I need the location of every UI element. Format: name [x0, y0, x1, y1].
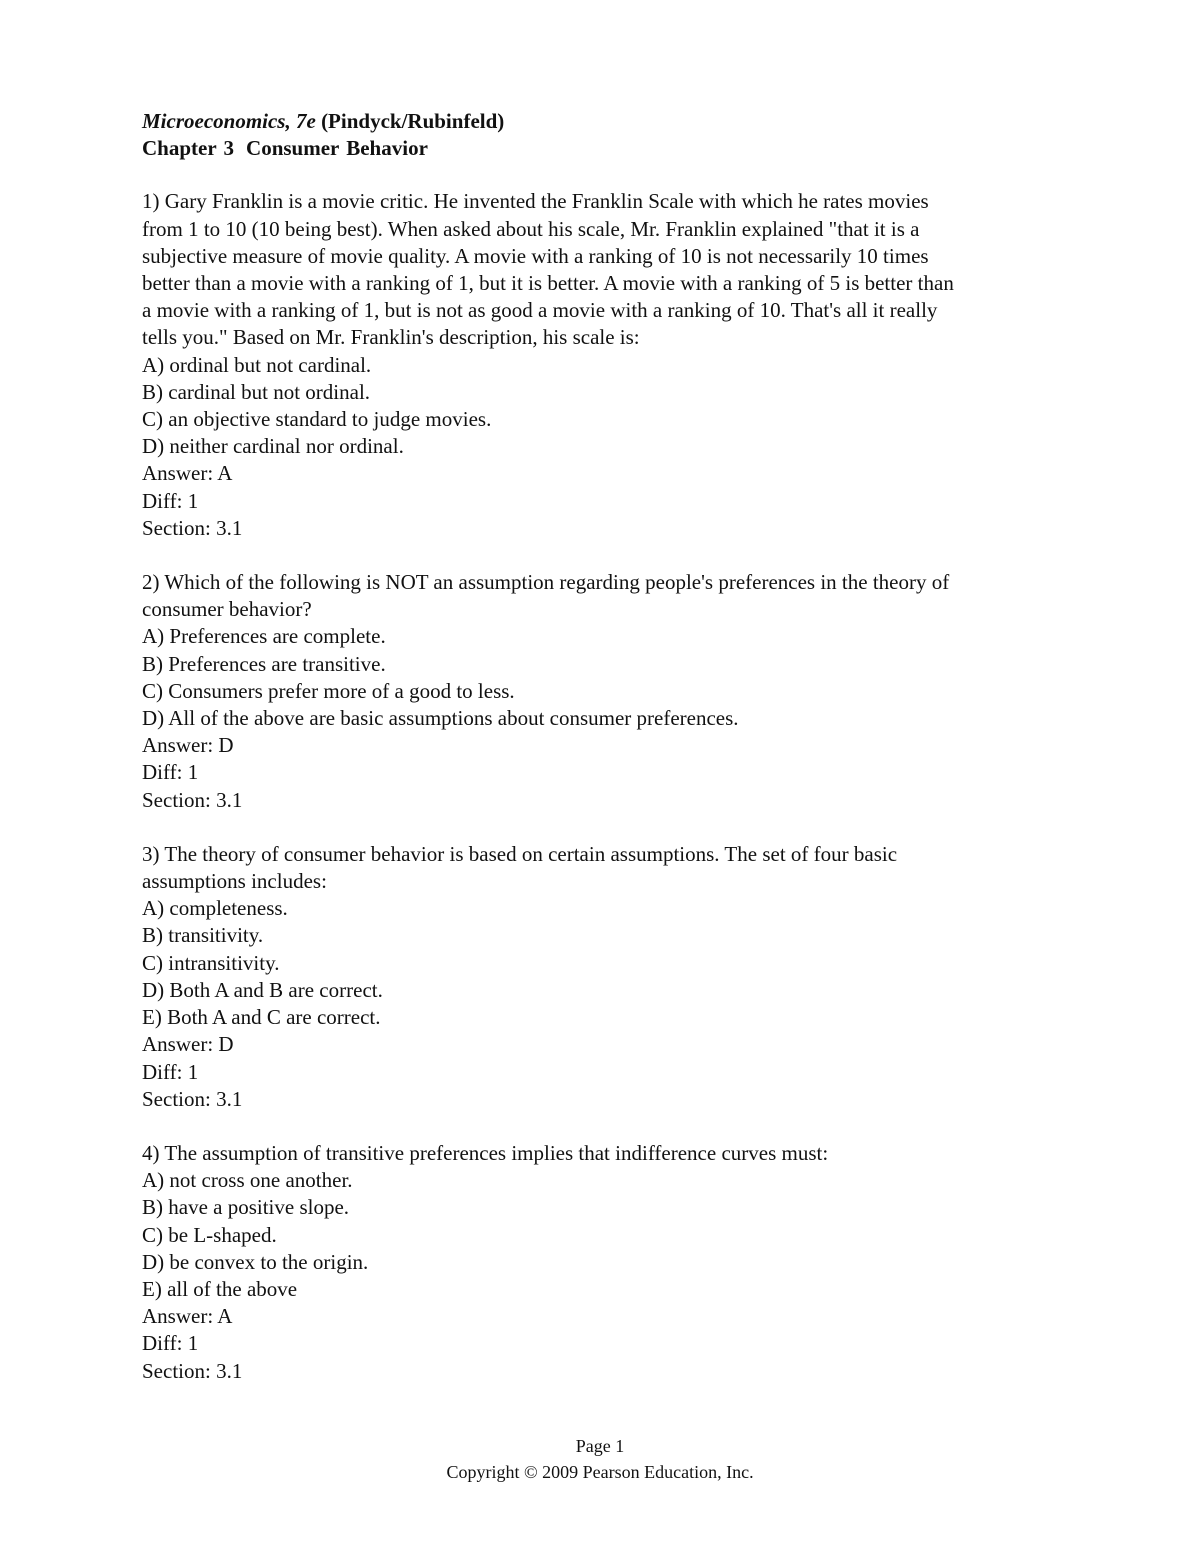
book-header [142, 108, 1072, 135]
copyright-notice: Copyright © 2009 Pearson Education, Inc. [446, 1462, 754, 1482]
option-c: C) be L-shaped. [142, 1222, 277, 1247]
option-b: B) cardinal but not ordinal. [142, 379, 371, 404]
answer-line: Answer: A [142, 1304, 233, 1329]
chapter-heading [142, 135, 1072, 162]
option-d: D) be convex to the origin. [142, 1249, 369, 1274]
question-stem-line: better than a movie with a ranking of 1, but it is better. A movie with a ranking of 5 is better than [142, 271, 954, 296]
option-e: E) Both A and C are correct. [142, 1005, 381, 1030]
difficulty-line: Diff: 1 [142, 1059, 199, 1084]
question-stem-line: consumer behavior? [142, 597, 312, 622]
option-a: A) not cross one another. [142, 1168, 353, 1193]
book-title: Microeconomics, 7e [142, 109, 316, 133]
section-line: Section: 3.1 [142, 1358, 243, 1383]
chapter-number: Chapter 3 [142, 136, 235, 161]
question-2 [142, 569, 1072, 814]
question-1 [142, 188, 1072, 542]
question-stem-line: from 1 to 10 (10 being best). When asked about his scale, Mr. Franklin explained "that it is a [142, 216, 920, 241]
difficulty-line: Diff: 1 [142, 488, 199, 513]
option-d: D) neither cardinal nor ordinal. [142, 434, 404, 459]
question-4 [142, 1140, 1072, 1385]
option-e: E) all of the above [142, 1276, 298, 1301]
book-authors: (Pindyck/Rubinfeld) [321, 109, 505, 133]
question-stem-line: assumptions includes: [142, 869, 327, 894]
option-b: B) Preferences are transitive. [142, 651, 386, 676]
option-b: B) transitivity. [142, 923, 264, 948]
question-3 [142, 841, 1072, 1113]
option-a: A) completeness. [142, 896, 288, 921]
question-stem-line: 2) Which of the following is NOT an assumption regarding people's preferences in the theory of [142, 570, 950, 595]
question-stem-line: 1) Gary Franklin is a movie critic. He invented the Franklin Scale with which he rates movies [142, 189, 929, 214]
page-content [142, 108, 1072, 1412]
option-c: C) Consumers prefer more of a good to less. [142, 678, 515, 703]
answer-line: Answer: A [142, 461, 233, 486]
option-c: C) intransitivity. [142, 950, 280, 975]
section-line: Section: 3.1 [142, 787, 243, 812]
chapter-title: Consumer Behavior [246, 136, 428, 161]
difficulty-line: Diff: 1 [142, 1331, 199, 1356]
question-stem-line: 3) The theory of consumer behavior is based on certain assumptions. The set of four basic [142, 841, 898, 866]
section-line: Section: 3.1 [142, 1086, 243, 1111]
answer-line: Answer: D [142, 733, 234, 758]
option-a: A) Preferences are complete. [142, 624, 386, 649]
option-d: D) All of the above are basic assumptions about consumer preferences. [142, 706, 739, 731]
question-stem-line: 4) The assumption of transitive preferences implies that indifference curves must: [142, 1140, 829, 1165]
question-stem-line: a movie with a ranking of 1, but is not as good a movie with a ranking of 10. That's all it really [142, 298, 938, 323]
page-number: Page 1 [575, 1436, 625, 1456]
option-a: A) ordinal but not cardinal. [142, 352, 372, 377]
question-stem-line: subjective measure of movie quality. A movie with a ranking of 10 is not necessarily 10 times [142, 243, 929, 268]
difficulty-line: Diff: 1 [142, 760, 199, 785]
option-d: D) Both A and B are correct. [142, 977, 383, 1002]
option-c: C) an objective standard to judge movies. [142, 407, 492, 432]
option-b: B) have a positive slope. [142, 1195, 350, 1220]
question-stem-line: tells you." Based on Mr. Franklin's description, his scale is: [142, 325, 640, 350]
section-line: Section: 3.1 [142, 515, 243, 540]
answer-line: Answer: D [142, 1032, 234, 1057]
